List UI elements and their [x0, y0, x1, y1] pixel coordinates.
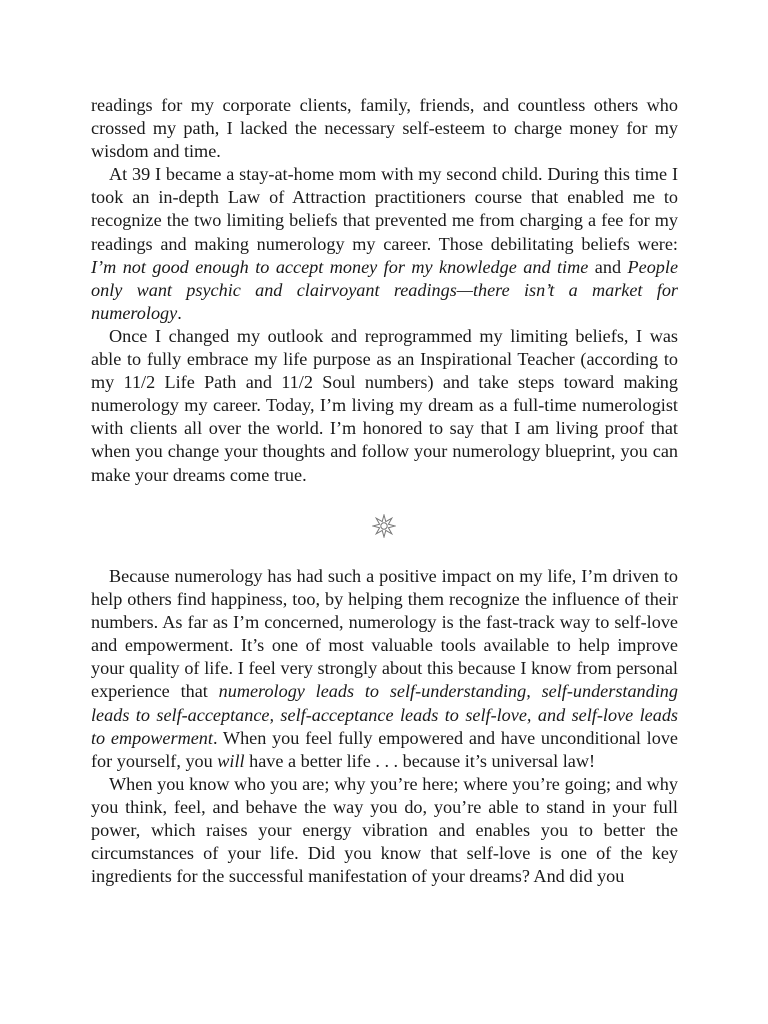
paragraph-know-who-you-are	[91, 773, 678, 888]
paragraph-stay-at-home	[91, 163, 678, 325]
italic-belief-two: People only want psychic and clairvoyant readings—there isn’t a market for numerology	[91, 256, 679, 323]
paragraph-text: When you know who you are; why you’re here; where you’re going; and why you think, feel, and behave the way you do, you’re able to stand in your full power, which raises your energy vibration and enables you to better the circumstances of your life. Did you know that self-love is one of the key ingredients for the successful manifestation of your dreams? And did you	[91, 773, 678, 887]
paragraph-text: have a better life . . . because it’s universal law!	[244, 750, 596, 771]
paragraph-life-purpose	[91, 325, 678, 487]
paragraph-positive-impact	[91, 565, 678, 773]
italic-will: will	[217, 750, 245, 771]
paragraph-text: and	[588, 256, 628, 277]
paragraph-text: At 39 I became a stay-at-home mom with my second child. During this time I took an in-depth Law of Attraction practitioners course that enabled me to recognize the two limiting beliefs that prevented me from charging a fee for my readings and making numerology my career. Those debilitating beliefs were:	[91, 164, 678, 254]
section-bottom	[91, 565, 678, 888]
paragraph-continuation	[91, 94, 678, 163]
paragraph-text: Because numerology has had such a positive impact on my life, I’m driven to help others find happiness, too, by helping them recognize the influence of their numbers. As far as I’m concerned, numerology is the fast-track way to self-love and empowerment. It’s one of most valuable tools available to help improve your quality of life. I feel very strongly about this because I know from personal experience that	[91, 566, 678, 702]
starburst-ornament-icon	[372, 514, 396, 538]
italic-belief-one: I’m not good enough to accept money for my knowledge and time	[91, 256, 589, 277]
paragraph-text: Once I changed my outlook and reprogrammed my limiting beliefs, I was able to fully embrace my life purpose as an Inspirational Teacher (according to my 11/2 Life Path and 11/2 Soul numbers) and take steps toward making numerology my career. Today, I’m living my dream as a full-time numerologist with clients all over the world. I’m honored to say that I am living proof that when you change your thoughts and follow your numerology blueprint, you can make your dreams come true.	[91, 325, 678, 485]
section-top	[91, 94, 678, 487]
paragraph-text: readings for my corporate clients, family, friends, and countless others who crossed my path, I lacked the necessary self-esteem to charge money for my wisdom and time.	[91, 95, 678, 162]
paragraph-text: . When you feel fully empowered and have unconditional love for yourself, you	[91, 727, 678, 771]
italic-chain: numerology leads to self-understanding, self-understanding leads to self-acceptance, self-acceptance leads to self-love, and self-love leads to empowerment	[91, 681, 678, 748]
paragraph-text: .	[177, 302, 182, 323]
